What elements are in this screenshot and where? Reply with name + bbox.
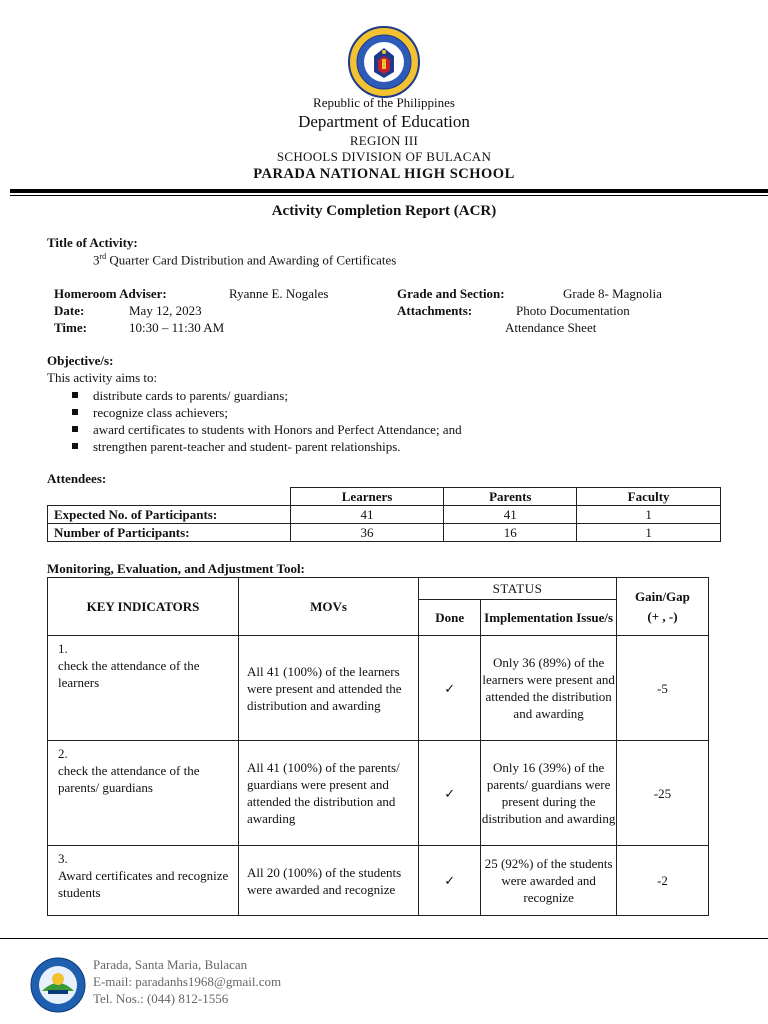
attendees-table bbox=[47, 487, 721, 542]
header-republic: Republic of the Philippines bbox=[313, 95, 455, 110]
gain-cell: -25 bbox=[616, 741, 708, 846]
header-divider-thin bbox=[10, 195, 768, 196]
deped-seal-logo bbox=[348, 26, 420, 98]
check-icon: ✓ bbox=[419, 741, 481, 846]
activity-title-label: Title of Activity: bbox=[47, 235, 138, 250]
bullet-icon bbox=[72, 426, 78, 432]
time-label: Time: bbox=[54, 320, 87, 335]
cell-value: 41 bbox=[290, 506, 444, 524]
movs-cell: All 41 (100%) of the parents/ guardians were present and attended the distribution and awarding bbox=[239, 741, 419, 846]
adviser-value: Ryanne E. Nogales bbox=[229, 286, 329, 301]
header-divider-thick bbox=[10, 189, 768, 193]
cell-value: 1 bbox=[577, 506, 721, 524]
mea-header-row bbox=[48, 578, 709, 600]
col-parents: Parents bbox=[444, 488, 577, 506]
time-value: 10:30 – 11:30 AM bbox=[129, 320, 225, 335]
cell-value: 16 bbox=[444, 524, 577, 542]
cell-value: 36 bbox=[290, 524, 444, 542]
col-status: STATUS bbox=[419, 578, 617, 600]
objective-item: recognize class achievers; bbox=[70, 404, 462, 421]
attachment-photo: Photo Documentation bbox=[516, 303, 630, 318]
movs-cell: All 41 (100%) of the learners were present and attended the distribution and awarding bbox=[239, 636, 419, 741]
objective-item: distribute cards to parents/ guardians; bbox=[70, 387, 462, 404]
adviser-label: Homeroom Adviser: bbox=[54, 286, 167, 301]
cell-value: 1 bbox=[577, 524, 721, 542]
col-key-indicators: KEY INDICATORS bbox=[48, 578, 239, 636]
issue-cell: 25 (92%) of the students were awarded and recognize bbox=[481, 846, 617, 916]
objectives-list bbox=[70, 387, 462, 455]
attachments-label: Attachments: bbox=[397, 303, 473, 318]
objective-item: award certificates to students with Honors and Perfect Attendance; and bbox=[70, 421, 462, 438]
date-label: Date: bbox=[54, 303, 85, 318]
footer-address: Parada, Santa Maria, Bulacan bbox=[93, 957, 248, 972]
row-label: Expected No. of Participants: bbox=[48, 506, 291, 524]
objectives-intro: This activity aims to: bbox=[47, 370, 158, 385]
indicator-cell: 2.check the attendance of the parents/ guardians bbox=[48, 741, 239, 846]
footer-email: E-mail: paradanhs1968@gmail.com bbox=[93, 974, 282, 989]
col-movs: MOVs bbox=[239, 578, 419, 636]
grade-label: Grade and Section: bbox=[397, 286, 505, 301]
movs-cell: All 20 (100%) of the students were awarded and recognize bbox=[239, 846, 419, 916]
col-done: Done bbox=[419, 600, 481, 636]
gain-cell: -2 bbox=[616, 846, 708, 916]
empty-cell bbox=[48, 488, 291, 506]
table-row bbox=[48, 524, 721, 542]
footer-divider bbox=[0, 938, 768, 939]
col-gain-gap: Gain/Gap (+ , -) bbox=[616, 578, 708, 636]
indicator-cell: 3.Award certificates and recognize students bbox=[48, 846, 239, 916]
table-row bbox=[48, 636, 709, 741]
bullet-icon bbox=[72, 409, 78, 415]
indicator-cell: 1.check the attendance of the learners bbox=[48, 636, 239, 741]
school-logo bbox=[30, 957, 86, 1013]
bullet-icon bbox=[72, 392, 78, 398]
check-icon: ✓ bbox=[419, 636, 481, 741]
report-title: Activity Completion Report (ACR) bbox=[271, 203, 497, 219]
grade-value: Grade 8- Magnolia bbox=[563, 286, 662, 301]
header-school: PARADA NATIONAL HIGH SCHOOL bbox=[253, 166, 515, 182]
header-region: REGION III bbox=[349, 133, 419, 148]
row-label: Number of Participants: bbox=[48, 524, 291, 542]
footer-tel: Tel. Nos.: (044) 812-1556 bbox=[93, 991, 229, 1006]
header-division: SCHOOLS DIVISION OF BULACAN bbox=[276, 149, 492, 164]
issue-cell: Only 36 (89%) of the learners were present and attended the distribution and awarding bbox=[481, 636, 617, 741]
table-row bbox=[48, 741, 709, 846]
objectives-label: Objective/s: bbox=[47, 353, 114, 368]
header-department: Department of Education bbox=[298, 112, 470, 131]
issue-cell: Only 16 (39%) of the parents/ guardians were present during the distribution and awarding bbox=[481, 741, 617, 846]
attendees-label: Attendees: bbox=[47, 471, 107, 486]
objective-item: strengthen parent-teacher and student- parent relationships. bbox=[70, 438, 462, 455]
table-row bbox=[48, 506, 721, 524]
attachment-attendance: Attendance Sheet bbox=[505, 320, 597, 335]
attendees-header-row bbox=[48, 488, 721, 506]
cell-value: 41 bbox=[444, 506, 577, 524]
date-value: May 12, 2023 bbox=[129, 303, 202, 318]
col-issue: Implementation Issue/s bbox=[481, 600, 617, 636]
col-learners: Learners bbox=[290, 488, 444, 506]
mea-table bbox=[47, 577, 709, 916]
col-faculty: Faculty bbox=[577, 488, 721, 506]
gain-cell: -5 bbox=[616, 636, 708, 741]
activity-title: 3rd Quarter Card Distribution and Awarding of Certificates bbox=[93, 252, 397, 268]
bullet-icon bbox=[72, 443, 78, 449]
table-row bbox=[48, 846, 709, 916]
check-icon: ✓ bbox=[419, 846, 481, 916]
mea-label: Monitoring, Evaluation, and Adjustment Tool: bbox=[47, 561, 305, 576]
